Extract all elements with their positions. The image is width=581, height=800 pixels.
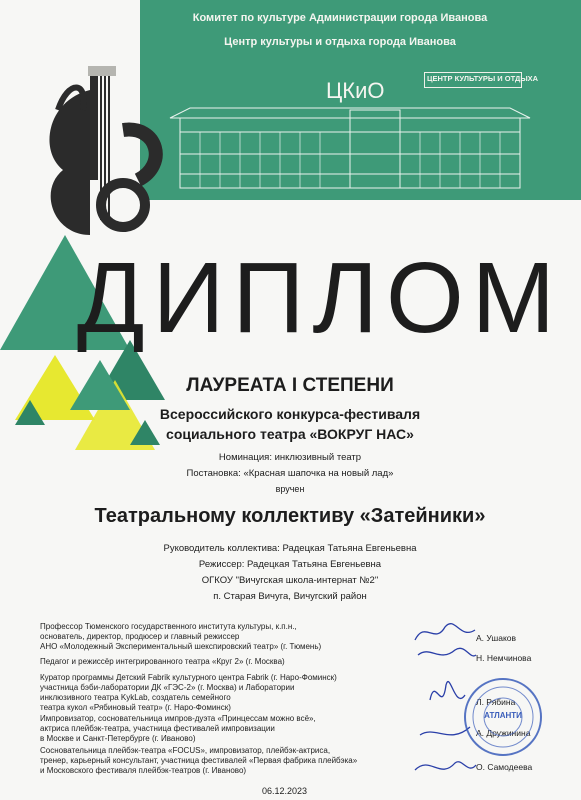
jury-2-line-1: Педагог и режиссёр интегрированного театра «Круг 2» (г. Москва) [40, 657, 285, 666]
jury-4-line-2: актриса плейбэк-театра, участница фестивалей импровизации [40, 724, 275, 733]
issue-date: 06.12.2023 [262, 786, 308, 796]
diploma-title: ДИПЛОМ [76, 242, 564, 354]
location: п. Старая Вичуга, Вичугский район [213, 591, 367, 602]
contest-line-1: Всероссийского конкурса-фестиваля [159, 406, 421, 422]
institution: ОГКОУ "Вичугская школа-интернат №2" [201, 575, 379, 586]
jury-3-line-2: участница бэби-лаборатории ДК «ГЭС-2» (г. Москва) и Лаборатории [40, 683, 295, 692]
jury-5-name: О. Самодеева [476, 762, 533, 772]
jury-4-description [40, 714, 440, 744]
jury-3-description [40, 673, 440, 713]
jury-1-line-1: Профессор Тюменского государственного института культуры, к.п.н., [40, 622, 297, 631]
awarded: вручен [275, 484, 305, 494]
production: Постановка: «Красная шапочка на новый лад» [186, 468, 394, 479]
nomination: Номинация: инклюзивный театр [218, 452, 362, 463]
diploma-degree: ЛАУРЕАТА I СТЕПЕНИ [186, 375, 394, 396]
director: Режиссер: Радецкая Татьяна Евгеньевна [198, 559, 382, 570]
stamp-text: АТЛАНТИ [484, 711, 522, 720]
jury-4-line-3: в Москве и Санкт-Петербурге (г. Иваново) [40, 734, 196, 743]
jury-5-line-3: и Московского фестиваля плейбэк-театров (г. Иваново) [40, 766, 247, 775]
jury-2-name: Н. Немчинова [476, 653, 532, 663]
logo-subtitle: ЦЕНТР КУЛЬТУРЫ И ОТДЫХА [427, 74, 539, 83]
jury-3-line-1: Куратор программы Детский Fabrik культурного центра Fabrik (г. Наро-Фоминск) [40, 673, 337, 682]
logo-text: ЦКиО [326, 78, 385, 103]
jury-5-line-2: тренер, карьерный консультант, участница фестивалей «Первая фабрика плейбэка» [40, 756, 358, 765]
jury-1-description [40, 622, 440, 652]
jury-3-line-3: инклюзивного театра KykLab, создатель семейного [40, 693, 231, 702]
org-line-1: Комитет по культуре Администрации города Иванова [192, 12, 488, 24]
contest-line-2: социального театра «ВОКРУГ НАС» [166, 426, 414, 442]
jury-1-line-2: основатель, директор, продюсер и главный режиссер [40, 632, 240, 641]
jury-5-line-1: Сосновательница плейбэк-театра «FOCUS», импровизатор, плейбэк-актриса, [40, 746, 331, 755]
leader: Руководитель коллектива: Радецкая Татьяна Евгеньевна [163, 543, 417, 554]
jury-1-line-3: АНО «Молодежный Экспериментальный шекспировский театр» (г. Тюмень) [40, 642, 322, 651]
jury-4-name: А. Дружинина [476, 728, 531, 738]
jury-3-line-4: театра кукол «Рябиновый театр» (г. Наро-Фоминск) [40, 703, 231, 712]
jury-4-line-1: Импровизатор, сосновательница импров-дуэта «Принцессам можно всё», [40, 714, 316, 723]
jury-2-description [40, 657, 440, 667]
jury-3-name: Л. Рябина [476, 697, 516, 707]
org-line-2: Центр культуры и отдыха города Иванова [224, 36, 456, 48]
recipient: Театральному коллективу «Затейники» [94, 505, 486, 527]
jury-5-description [40, 746, 440, 776]
music-emblem [28, 40, 178, 240]
jury-1-name: А. Ушаков [476, 633, 517, 643]
